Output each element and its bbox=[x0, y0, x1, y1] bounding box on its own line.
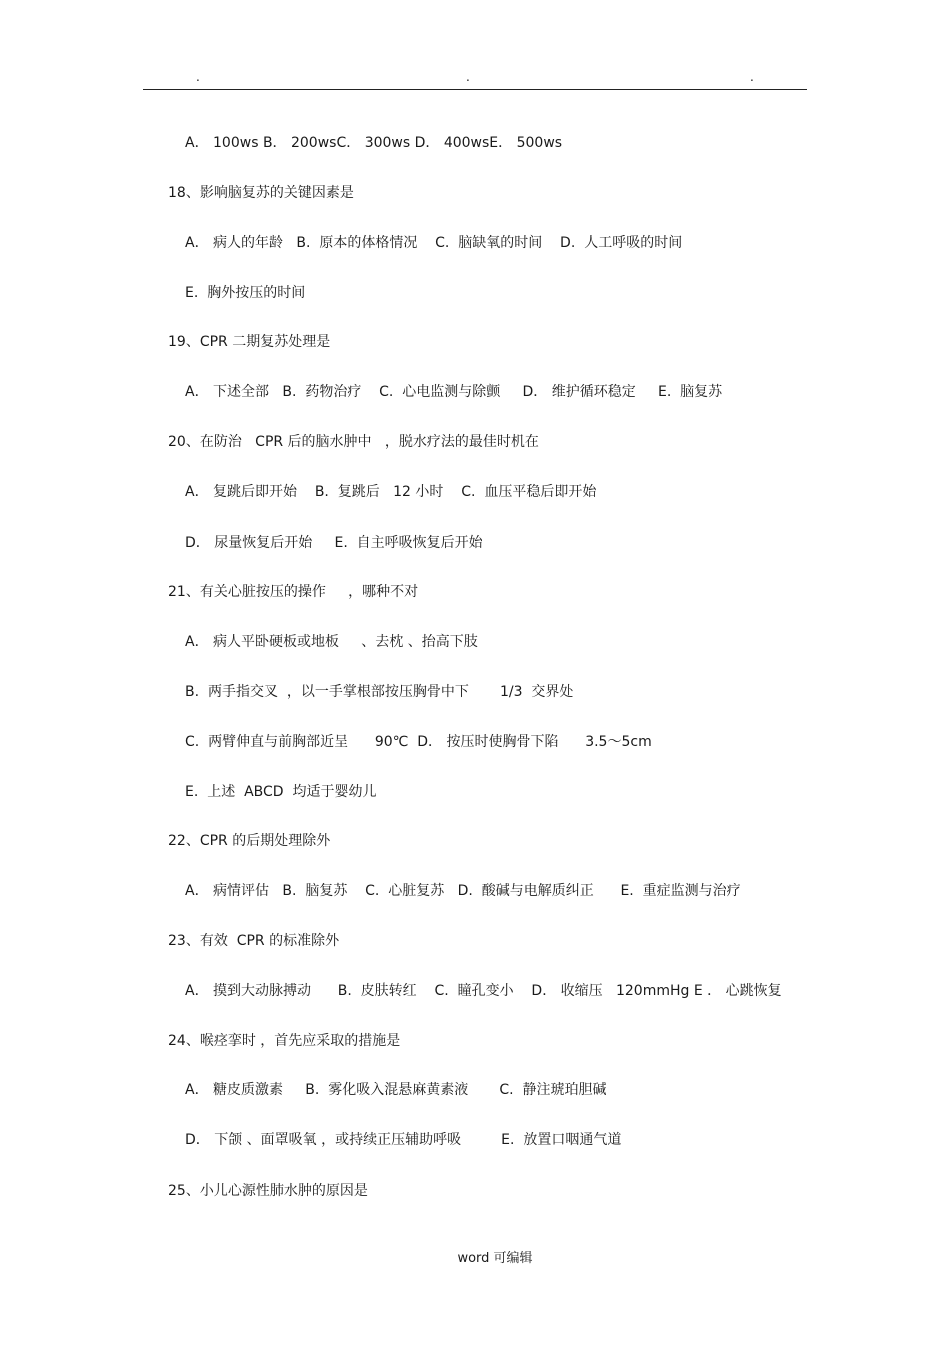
answer-options: A． 病情评估 B. 脑复苏 C. 心脏复苏 D. 酸碱与电解质纠正 E. 重症监测与治疗 bbox=[185, 883, 741, 899]
answer-options: B. 两手指交叉 ，以一手掌根部按压胸骨中下 1/3 交界处 bbox=[185, 684, 574, 700]
answer-options: C. 两臂伸直与前胸部近呈 90℃ D． 按压时使胸骨下陷 3.5～5cm bbox=[185, 734, 652, 750]
answer-options: A． 病人平卧硬板或地板 、去枕 、抬高下肢 bbox=[185, 634, 478, 650]
answer-options: A． 下述全部 B. 药物治疗 C. 心电监测与除颤 D． 维护循环稳定 E. 脑复苏 bbox=[185, 384, 723, 400]
answer-options: D． 下颌 、面罩吸氧 ，或持续正压辅助呼吸 E. 放置口咽通气道 bbox=[185, 1132, 622, 1148]
question-19: 19、CPR 二期复苏处理是 bbox=[168, 334, 331, 350]
question-24: 24、喉痉挛时 ，首先应采取的措施是 bbox=[168, 1033, 401, 1049]
header-dot: . bbox=[466, 70, 470, 84]
page-footer: word 可编辑 bbox=[457, 1251, 533, 1266]
answer-options: E. 胸外按压的时间 bbox=[185, 285, 306, 301]
question-21: 21、有关心脏按压的操作 ，哪种不对 bbox=[168, 584, 419, 600]
question-20: 20、在防治 CPR 后的脑水肿中 ，脱水疗法的最佳时机在 bbox=[168, 434, 539, 450]
question-22: 22、CPR 的后期处理除外 bbox=[168, 833, 331, 849]
answer-options: A． 100ws B． 200wsC． 300ws D． 400wsE． 500ws bbox=[185, 135, 563, 151]
header-rule bbox=[143, 89, 807, 90]
answer-options: A． 摸到大动脉搏动 B. 皮肤转红 C. 瞳孔变小 D． 收缩压 120mmHg E ． 心跳恢复 bbox=[185, 983, 782, 999]
answer-options: A． 复跳后即开始 B. 复跳后 12 小时 C. 血压平稳后即开始 bbox=[185, 484, 597, 500]
question-25: 25、小儿心源性肺水肿的原因是 bbox=[168, 1183, 368, 1199]
question-18: 18、影响脑复苏的关键因素是 bbox=[168, 185, 354, 201]
answer-options: D． 尿量恢复后开始 E. 自主呼吸恢复后开始 bbox=[185, 535, 483, 551]
answer-options: A． 糖皮质激素 B. 雾化吸入混悬麻黄素液 C. 静注琥珀胆碱 bbox=[185, 1082, 607, 1098]
header-dot: . bbox=[196, 70, 200, 84]
answer-options: E. 上述 ABCD 均适于婴幼儿 bbox=[185, 784, 377, 800]
header-dot: . bbox=[750, 70, 754, 84]
question-23: 23、有效 CPR 的标准除外 bbox=[168, 933, 340, 949]
answer-options: A． 病人的年龄 B. 原本的体格情况 C. 脑缺氧的时间 D. 人工呼吸的时间 bbox=[185, 235, 683, 251]
